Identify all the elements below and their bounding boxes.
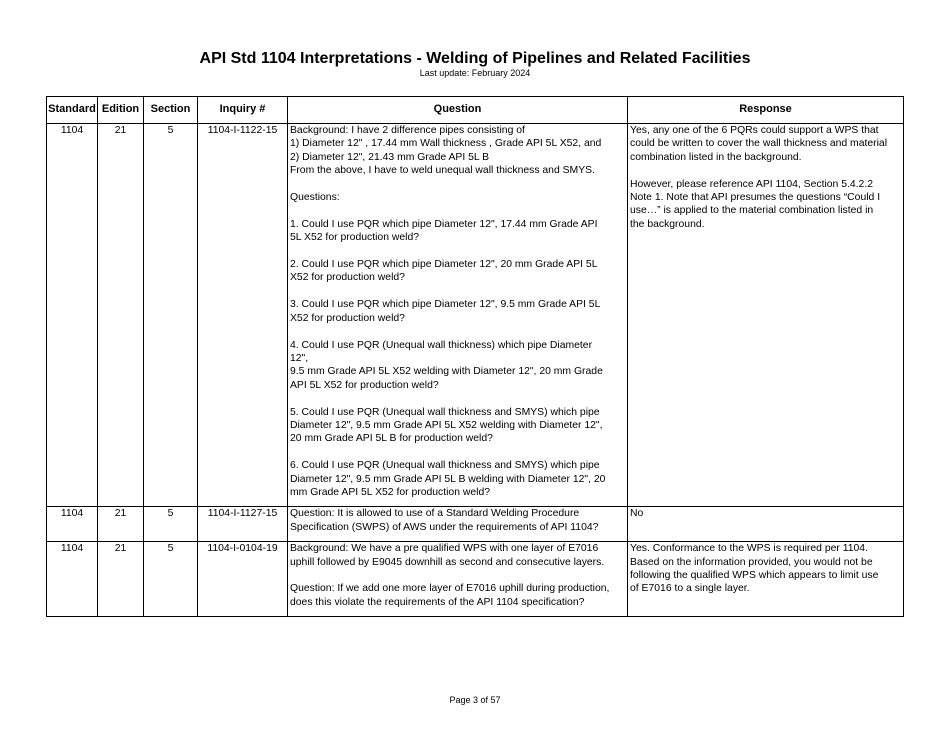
inquiry-cell: 1104-I-0104-19 — [198, 542, 288, 617]
section-cell: 5 — [144, 507, 198, 542]
column-header-inquiry: Inquiry # — [198, 97, 288, 124]
inquiry-cell: 1104-I-1122-15 — [198, 124, 288, 507]
standard-cell: 1104 — [47, 507, 98, 542]
section-cell: 5 — [144, 124, 198, 507]
table-row — [47, 124, 904, 507]
standard-cell: 1104 — [47, 542, 98, 617]
table-row — [47, 507, 904, 542]
question-cell — [288, 507, 628, 542]
response-cell — [628, 124, 904, 507]
last-update-line: Last update: February 2024 — [419, 68, 531, 78]
column-header-response: Response — [628, 97, 904, 124]
question-cell — [288, 124, 628, 507]
response-text: No — [630, 508, 644, 520]
question-text: Background: We have a pre qualified WPS with one layer of E7016 uphill followed by E9045 downhill as second and consecutive layers. Question: If we add one more layer of E7016 uphill during production, does this violate the requirements of the API 1104 specification? — [290, 543, 610, 608]
response-text: Yes. Conformance to the WPS is required per 1104. Based on the information provided, you would not be following the qualified WPS which appears to limit use of E7016 to a single layer. — [630, 543, 879, 595]
edition-cell: 21 — [98, 507, 144, 542]
standard-cell: 1104 — [47, 124, 98, 507]
question-text: Background: I have 2 difference pipes consisting of 1) Diameter 12" , 17.44 mm Wall thickness , Grade API 5L X52, and 2) Diameter 12", 21.43 mm Grade API 5L B From the above, I have to weld unequal wall thickness and SMYS. Questions: 1. Could I use PQR which pipe Diameter 12", 17.44 mm Grade API 5L X52 for production weld? 2. Could I use PQR which pipe Diameter 12", 20 mm Grade API 5L X52 for production weld? 3. Could I use PQR which pipe Diameter 12", 9.5 mm Grade API 5L X52 for production weld? 4. Could I use PQR (Unequal wall thickness) which pipe Diameter 12", 9.5 mm Grade API 5L X52 welding with Diameter 12", 20 mm Grade API 5L X52 for production weld? 5. Could I use PQR (Unequal wall thickness and SMYS) which pipe Diameter 12", 9.5 mm Grade API 5L X52 welding with Diameter 12", 20 mm Grade API 5L B for production weld? 6. Could I use PQR (Unequal wall thickness and SMYS) which pipe Diameter 12", 9.5 mm Grade API 5L B welding with Diameter 12", 20 mm Grade API 5L X52 for production weld? — [290, 125, 606, 498]
column-header-edition: Edition — [98, 97, 144, 124]
document-title: API Std 1104 Interpretations - Welding of Pipelines and Related Facilities — [199, 50, 751, 67]
column-header-standard: Standard — [47, 97, 98, 124]
response-cell — [628, 542, 904, 617]
interpretations-table — [46, 96, 904, 617]
inquiry-cell: 1104-I-1127-15 — [198, 507, 288, 542]
page-number: Page 3 of 57 — [449, 695, 501, 705]
table-row — [47, 542, 904, 617]
column-header-section: Section — [144, 97, 198, 124]
question-text: Question: It is allowed to use of a Standard Welding Procedure Specification (SWPS) of AWS under the requirements of API 1104? — [290, 508, 599, 533]
response-cell — [628, 507, 904, 542]
response-text: Yes, any one of the 6 PQRs could support a WPS that could be written to cover the wall thickness and material combination listed in the background. However, please reference API 1104, Section 5.4.2.2 Note 1. Note that API presumes the questions “Could I use…” is applied to the material combination listed in the background. — [630, 125, 888, 230]
column-header-question: Question — [288, 97, 628, 124]
question-cell — [288, 542, 628, 617]
table-header-row — [47, 97, 904, 124]
section-cell: 5 — [144, 542, 198, 617]
edition-cell: 21 — [98, 542, 144, 617]
edition-cell: 21 — [98, 124, 144, 507]
